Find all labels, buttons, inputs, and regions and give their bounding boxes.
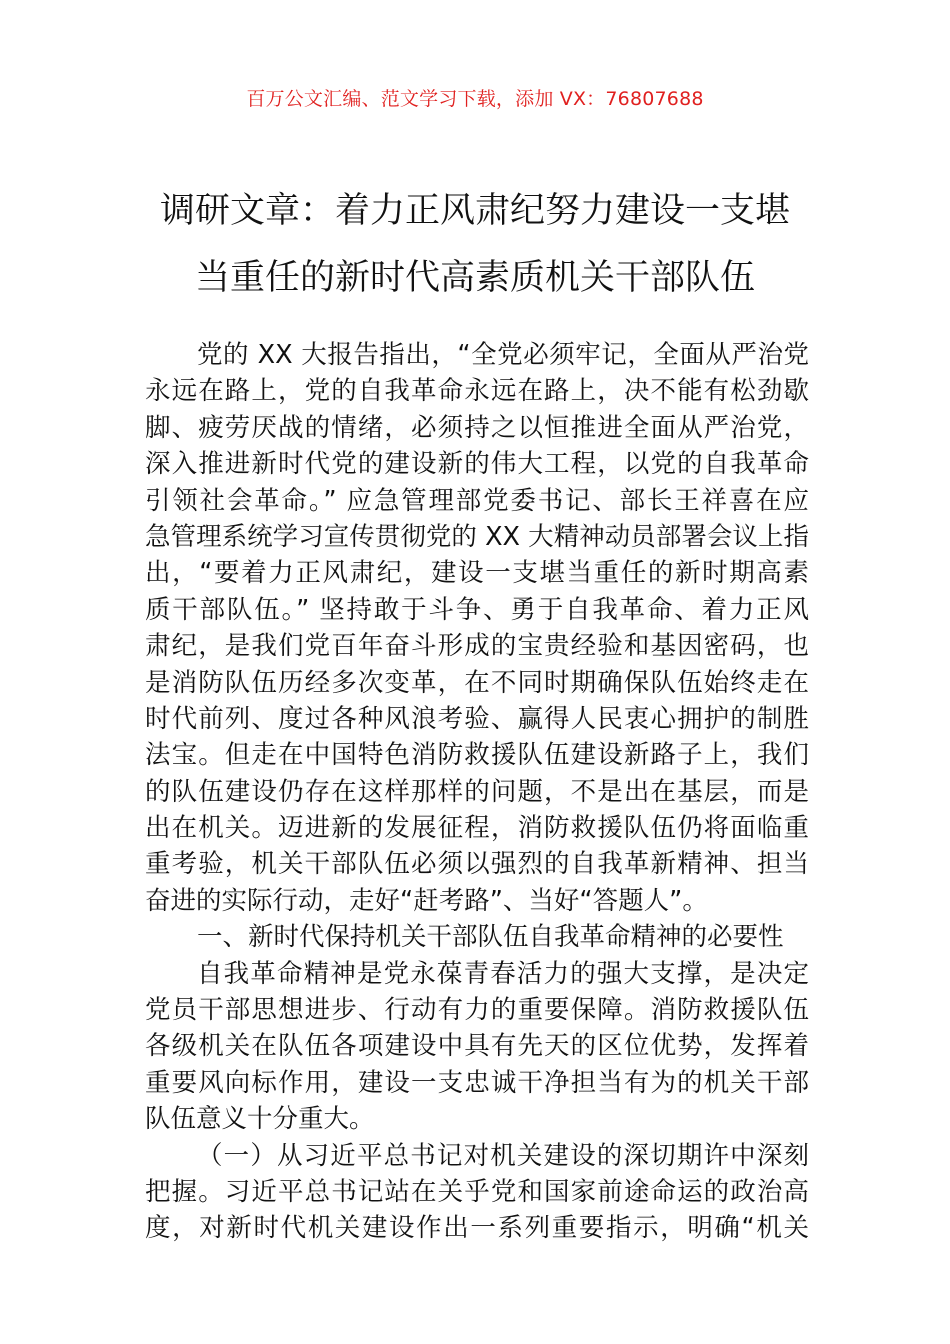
document-body — [145, 337, 809, 1247]
paragraph-1-line: 出，“要着力正风肃纪，建设一支堪当重任的新时期高素 — [145, 558, 809, 589]
paragraph-1-line: 出在机关。迈进新的发展征程，消防救援队伍仍将面临重 — [145, 813, 809, 844]
paragraph-2-line: 党员干部思想进步、行动有力的重要保障。消防救援队伍 — [145, 995, 809, 1026]
paragraph-1-line: 肃纪，是我们党百年奋斗形成的宝贵经验和基因密码，也 — [145, 631, 809, 662]
paragraph-1-line: 引领社会革命。” 应急管理部党委书记、部长王祥喜在应 — [145, 485, 809, 516]
paragraph-1-line: 是消防队伍历经多次变革，在不同时期确保队伍始终走在 — [145, 667, 809, 698]
document-title — [100, 178, 850, 312]
paragraph-2-line: 自我革命精神是党永葆青春活力的强大支撑，是决定 — [197, 958, 809, 989]
paragraph-2-line: 队伍意义十分重大。 — [145, 1104, 375, 1135]
paragraph-1-line: 时代前列、度过各种风浪考验、赢得人民衷心拥护的制胜 — [145, 703, 809, 734]
section-heading-1: 一、新时代保持机关干部队伍自我革命精神的必要性 — [197, 922, 784, 953]
paragraph-3-line: （一）从习近平总书记对机关建设的深切期许中深刻 — [197, 1140, 809, 1171]
paragraph-1-line: 深入推进新时代党的建设新的伟大工程，以党的自我革命 — [145, 449, 809, 480]
title-line-1: 调研文章：着力正风肃纪努力建设一支堪 — [159, 191, 790, 231]
paragraph-1-line: 的队伍建设仍存在这样那样的问题，不是出在基层，而是 — [145, 776, 809, 807]
paragraph-1-line: 脚、疲劳厌战的情绪，必须持之以恒推进全面从严治党， — [145, 412, 809, 443]
paragraph-2-line: 各级机关在队伍各项建设中具有先天的区位优势，发挥着 — [145, 1031, 809, 1062]
paragraph-1-line: 法宝。但走在中国特色消防救援队伍建设新路子上，我们 — [145, 740, 809, 771]
paragraph-3-line: 把握。习近平总书记站在关乎党和国家前途命运的政治高 — [145, 1176, 809, 1207]
paragraph-3-line: 度，对新时代机关建设作出一系列重要指示，明确“机关 — [145, 1213, 809, 1244]
paragraph-1-line: 党的 XX 大报告指出，“全党必须牢记，全面从严治党 — [197, 340, 809, 370]
title-line-2: 当重任的新时代高素质机关干部队伍 — [194, 258, 755, 298]
paragraph-1-line: 质干部队伍。” 坚持敢于斗争、勇于自我革命、着力正风 — [145, 594, 809, 625]
paragraph-1-line: 急管理系统学习宣传贯彻党的 XX 大精神动员部署会议上指 — [145, 521, 809, 552]
paragraph-1-line: 永远在路上，党的自我革命永远在路上，决不能有松劲歇 — [145, 376, 809, 407]
paragraph-1-line: 奋进的实际行动，走好“赶考路”、当好“答题人”。 — [145, 885, 708, 916]
paragraph-1-line: 重考验，机关干部队伍必须以强烈的自我革新精神、担当 — [145, 849, 809, 880]
paragraph-2-line: 重要风向标作用，建设一支忠诚干净担当有为的机关干部 — [145, 1067, 809, 1098]
watermark-banner: 百万公文汇编、范文学习下载，添加 VX：76807688 — [246, 88, 704, 110]
